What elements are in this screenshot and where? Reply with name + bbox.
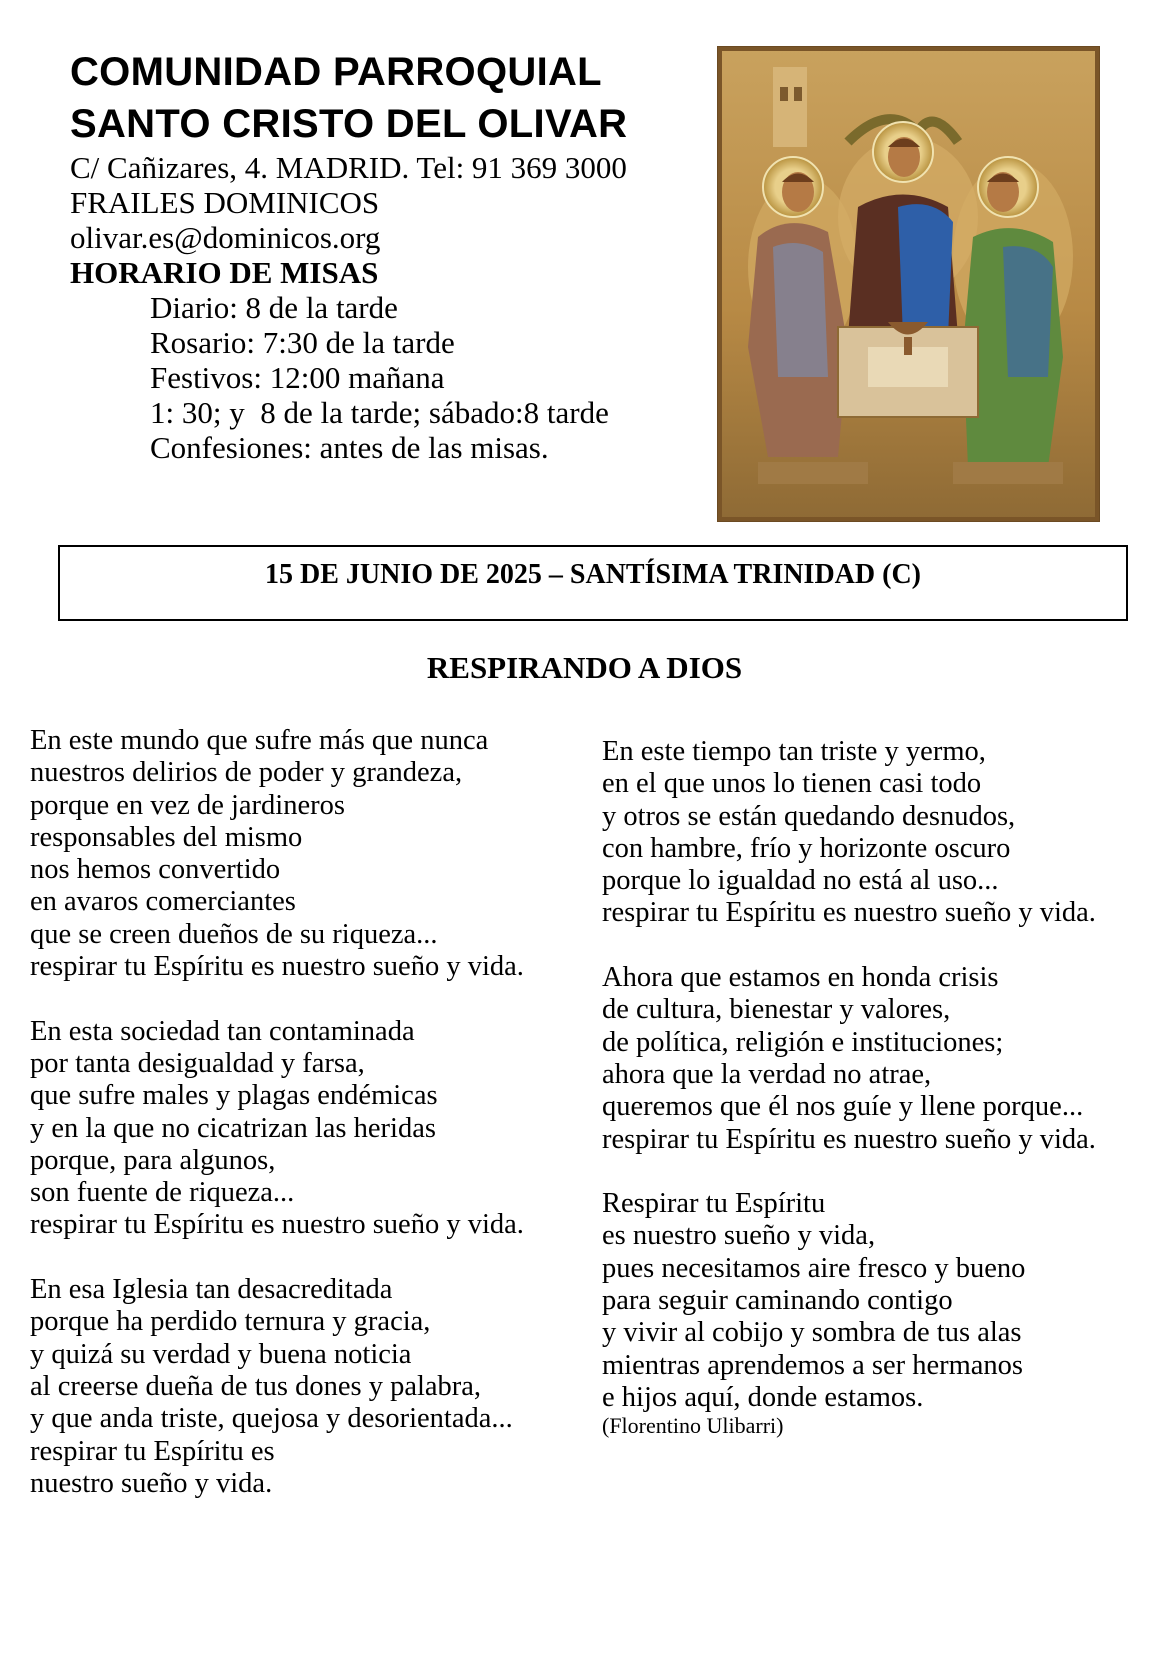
schedule-line: Confesiones: antes de las misas.: [150, 430, 549, 465]
poem-line: que sufre males y plagas endémicas: [30, 1080, 438, 1112]
poem-line: nos hemos convertido: [30, 854, 281, 886]
parish-name-line2: SANTO CRISTO DEL OLIVAR: [70, 102, 628, 146]
religious-order: FRAILES DOMINICOS: [70, 185, 380, 220]
poem-line: y quizá su verdad y buena noticia: [30, 1338, 412, 1370]
poem-right-column: [602, 736, 1162, 1440]
poem-line: porque ha perdido ternura y gracia,: [30, 1306, 431, 1338]
poem-line: al creerse dueña de tus dones y palabra,: [30, 1370, 482, 1402]
poem-line: nuestro sueño y vida.: [30, 1467, 273, 1499]
poem-line: En esta sociedad tan contaminada: [30, 1015, 415, 1047]
parish-name: [70, 46, 690, 150]
poem-line: de cultura, bienestar y valores,: [602, 994, 951, 1026]
poem-line: respirar tu Espíritu es: [30, 1435, 275, 1467]
poem-line: en avaros comerciantes: [30, 886, 296, 918]
schedule-line: Rosario: 7:30 de la tarde: [150, 325, 455, 360]
poem-line: respirar tu Espíritu es nuestro sueño y vida.: [602, 1123, 1096, 1155]
poem-line: Respirar tu Espíritu: [602, 1188, 826, 1220]
poem-line: mientras aprendemos a ser hermanos: [602, 1349, 1024, 1381]
poem-title: RESPIRANDO A DIOS: [426, 650, 743, 685]
parish-header: [70, 46, 690, 465]
mass-schedule-title: HORARIO DE MISAS: [70, 255, 379, 290]
poem-line: e hijos aquí, donde estamos.: [602, 1381, 924, 1413]
poem-line: pues necesitamos aire fresco y bueno: [602, 1252, 1026, 1284]
poem-stanza: [30, 1274, 590, 1500]
trinity-icon-image: [717, 46, 1100, 522]
poem-stanza: [602, 1188, 1162, 1414]
poem-line: por tanta desigualdad y farsa,: [30, 1047, 365, 1079]
poem-line: porque en vez de jardineros: [30, 789, 345, 821]
poem-line: en el que unos lo tienen casi todo: [602, 768, 982, 800]
email-address: olivar.es@dominicos.org: [70, 220, 381, 255]
poem-line: respirar tu Espíritu es nuestro sueño y vida.: [602, 897, 1096, 929]
poem-line: En este mundo que sufre más que nunca: [30, 725, 489, 756]
poem-line: para seguir caminando contigo: [602, 1285, 953, 1317]
poem-line: queremos que él nos guíe y llene porque...: [602, 1091, 1084, 1123]
poem-line: con hambre, frío y horizonte oscuro: [602, 832, 1011, 864]
poem-line: En este tiempo tan triste y yermo,: [602, 736, 986, 767]
poem-line: de política, religión e instituciones;: [602, 1026, 1004, 1058]
poem-line: que se creen dueños de su riqueza...: [30, 918, 438, 950]
poem-stanza: [602, 736, 1162, 930]
schedule-line: 1: 30; y 8 de la tarde; sábado:8 tarde: [150, 395, 609, 430]
schedule-line: Diario: 8 de la tarde: [150, 290, 398, 325]
poem-line: ahora que la verdad no atrae,: [602, 1058, 932, 1090]
poem-line: respirar tu Espíritu es nuestro sueño y vida.: [30, 1209, 524, 1241]
poem-line: es nuestro sueño y vida,: [602, 1220, 876, 1252]
poem-stanza: [602, 962, 1162, 1156]
poem-line: porque lo igualdad no está al uso...: [602, 865, 999, 897]
poem-line: y vivir al cobijo y sombra de tus alas: [602, 1317, 1022, 1349]
poem-line: nuestros delirios de poder y grandeza,: [30, 757, 463, 789]
address: C/ Cañizares, 4. MADRID. Tel: 91 369 3000: [70, 150, 627, 185]
poem-stanza: [30, 1016, 590, 1242]
schedule-line: Festivos: 12:00 mañana: [150, 360, 445, 395]
poem-line: y otros se están quedando desnudos,: [602, 800, 1016, 832]
poem-line: En esa Iglesia tan desacreditada: [30, 1274, 393, 1306]
poem-line: porque, para algunos,: [30, 1144, 276, 1176]
poem-line: responsables del mismo: [30, 821, 303, 853]
parish-name-line1: COMUNIDAD PARROQUIAL: [70, 50, 602, 94]
poem-author-credit: (Florentino Ulibarri): [602, 1413, 784, 1439]
poem-line: y que anda triste, quejosa y desorientada...: [30, 1403, 513, 1435]
date-banner: 15 DE JUNIO DE 2025 – SANTÍSIMA TRINIDAD (C): [58, 545, 1128, 621]
poem-line: respirar tu Espíritu es nuestro sueño y vida.: [30, 951, 524, 983]
poem-line: Ahora que estamos en honda crisis: [602, 962, 999, 994]
poem-line: son fuente de riqueza...: [30, 1177, 295, 1209]
poem-stanza: [30, 725, 590, 983]
mass-schedule: [150, 290, 690, 465]
poem-left-column: [30, 725, 590, 1532]
poem-line: y en la que no cicatrizan las heridas: [30, 1112, 436, 1144]
